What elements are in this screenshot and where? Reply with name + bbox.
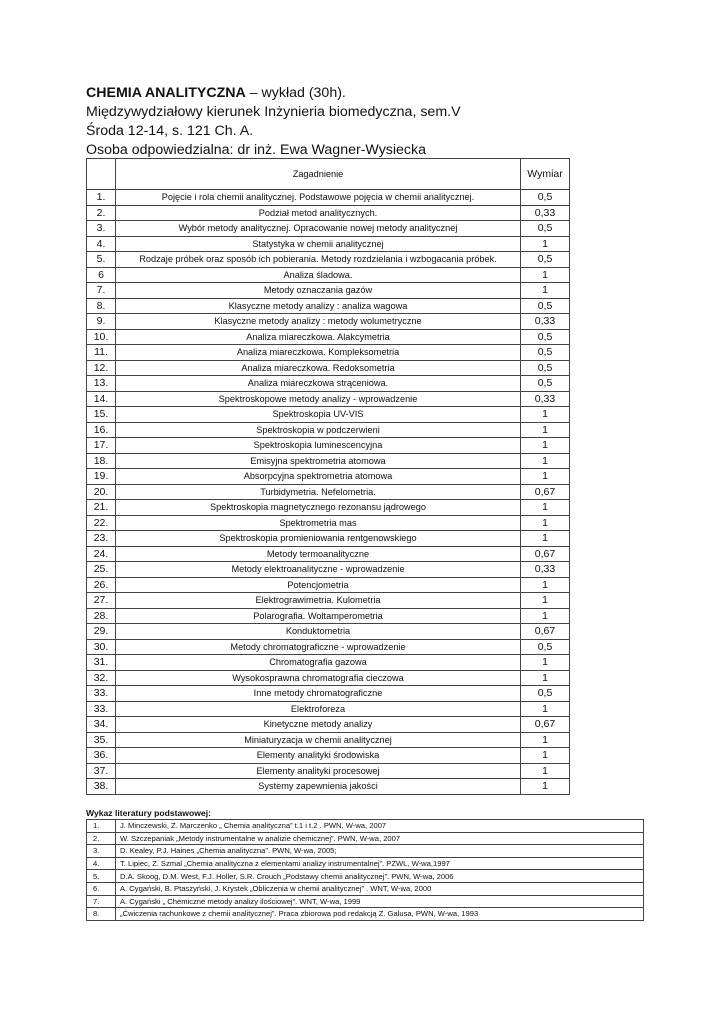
row-topic: Metody elektroanalityczne - wprowadzenie [116,562,521,578]
table-row [87,360,570,376]
row-topic: Klasyczne metody analizy : metody wolumetryczne [116,314,521,330]
literature-table [86,819,644,921]
row-number: 13. [87,376,116,392]
row-weight: 1 [521,500,570,516]
literature-heading: Wykaz literatury podstawowej: [86,808,211,818]
topics-table-body [87,190,570,795]
row-weight: 0,67 [521,546,570,562]
row-number: 8. [87,298,116,314]
literature-entry: D. Kealey, P.J. Haines „Chemia analityczna”. PWN, W-wa, 2005; [116,845,644,858]
table-row [87,748,570,764]
table-row [87,500,570,516]
number-column-header [87,159,116,190]
row-topic: Podział metod analitycznych. [116,205,521,221]
row-number: 33. [87,686,116,702]
literature-entry: J. Minczewski, Z. Marczenko „ Chemia analityczna” t.1 i t.2 . PWN, W-wa, 2007 [116,820,644,833]
row-topic: Spektroskopia promieniowania rentgenowskiego [116,531,521,547]
row-topic: Kinetyczne metody analizy [116,717,521,733]
row-weight: 1 [521,732,570,748]
row-topic: Metody chromatograficzne - wprowadzenie [116,639,521,655]
table-row [87,376,570,392]
literature-row [87,845,644,858]
row-topic: Elementy analityki procesowej [116,763,521,779]
course-title-line [86,84,586,103]
row-topic: Konduktometria [116,624,521,640]
table-row [87,639,570,655]
row-topic: Pojęcie i rola chemii analitycznej. Podstawowe pojęcia w chemii analitycznej. [116,190,521,206]
table-row [87,453,570,469]
row-number: 16. [87,422,116,438]
row-number: 36. [87,748,116,764]
literature-entry: T. Lipiec, Z. Szmal „Chemia analityczna z elementami analizy instrumentalnej”. PZWL, W-wa,1997 [116,857,644,870]
row-weight: 1 [521,593,570,609]
row-number: 2. [87,205,116,221]
table-row [87,593,570,609]
row-number: 32. [87,670,116,686]
row-topic: Analiza miareczkowa. Kompleksometria [116,345,521,361]
row-topic: Potencjometria [116,577,521,593]
row-weight: 1 [521,701,570,717]
row-number: 29. [87,624,116,640]
row-topic: Metody oznaczania gazów [116,283,521,299]
table-row [87,236,570,252]
row-number: 27. [87,593,116,609]
row-topic: Elementy analityki środowiska [116,748,521,764]
row-weight: 1 [521,608,570,624]
literature-row [87,857,644,870]
row-number: 23. [87,531,116,547]
row-weight: 0,5 [521,360,570,376]
literature-number: 5. [87,870,116,883]
row-topic: Spektroskopia magnetycznego rezonansu jądrowego [116,500,521,516]
row-topic: Klasyczne metody analizy : analiza wagowa [116,298,521,314]
row-number: 20. [87,484,116,500]
row-topic: Wybór metody analitycznej. Opracowanie nowej metody analitycznej [116,221,521,237]
row-number: 12. [87,360,116,376]
row-topic: Wysokosprawna chromatografia cieczowa [116,670,521,686]
literature-row [87,882,644,895]
row-weight: 0,5 [521,639,570,655]
row-weight: 0,33 [521,562,570,578]
row-topic: Statystyka w chemii analitycznej [116,236,521,252]
row-weight: 0,5 [521,298,570,314]
row-weight: 1 [521,236,570,252]
table-row [87,515,570,531]
row-weight: 1 [521,670,570,686]
row-number: 11. [87,345,116,361]
table-row [87,391,570,407]
table-row [87,267,570,283]
row-weight: 1 [521,283,570,299]
literature-table-body [87,820,644,921]
literature-number: 3. [87,845,116,858]
table-row [87,531,570,547]
row-weight: 0,5 [521,329,570,345]
table-row [87,298,570,314]
row-number: 4. [87,236,116,252]
topics-header-row [87,159,570,190]
responsible-person-line: Osoba odpowiedzialna: dr inż. Ewa Wagner-Wysiecka [86,142,427,158]
row-weight: 0,67 [521,484,570,500]
row-number: 3. [87,221,116,237]
row-number: 7. [87,283,116,299]
row-weight: 1 [521,748,570,764]
literature-row [87,908,644,921]
row-weight: 0,5 [521,686,570,702]
literature-row [87,820,644,833]
literature-row [87,832,644,845]
table-row [87,484,570,500]
literature-number: 8. [87,908,116,921]
table-row [87,655,570,671]
row-weight: 1 [521,655,570,671]
row-weight: 1 [521,422,570,438]
table-row [87,422,570,438]
row-topic: Absorpcyjna spektrometria atomowa [116,469,521,485]
course-title: CHEMIA ANALITYCZNA [86,85,246,101]
row-number: 19. [87,469,116,485]
row-topic: Inne metody chromatograficzne [116,686,521,702]
row-weight: 0,5 [521,221,570,237]
course-title-suffix: – wykład (30h). [245,85,346,101]
table-row [87,670,570,686]
row-weight: 1 [521,469,570,485]
row-number: 6 [87,267,116,283]
literature-number: 1. [87,820,116,833]
row-weight: 1 [521,407,570,423]
row-weight: 0,5 [521,252,570,268]
table-row [87,314,570,330]
literature-entry: W. Szczepaniak „Metody instrumentalne w analizie chemicznej”. PWN, W-wa, 2007 [116,832,644,845]
literature-number: 4. [87,857,116,870]
table-row [87,686,570,702]
topic-column-header: Zagadnienie [116,159,521,190]
literature-row [87,895,644,908]
literature-entry: A. Cygański „ Chemiczne metody analizy ilościowej”. WNT, W-wa, 1999 [116,895,644,908]
row-topic: Miniaturyzacja w chemii analitycznej [116,732,521,748]
row-weight: 1 [521,531,570,547]
table-row [87,283,570,299]
table-row [87,779,570,795]
row-weight: 1 [521,453,570,469]
row-number: 26. [87,577,116,593]
row-weight: 0,33 [521,205,570,221]
row-number: 14. [87,391,116,407]
topics-table [86,158,570,795]
row-weight: 1 [521,577,570,593]
row-topic: Metody termoanalityczne [116,546,521,562]
row-number: 31. [87,655,116,671]
row-number: 38. [87,779,116,795]
row-weight: 0,67 [521,624,570,640]
row-weight: 1 [521,438,570,454]
row-topic: Elektroforeza [116,701,521,717]
row-topic: Analiza śladowa. [116,267,521,283]
row-number: 25. [87,562,116,578]
literature-number: 7. [87,895,116,908]
table-row [87,763,570,779]
table-row [87,221,570,237]
table-row [87,546,570,562]
document-header [86,84,586,160]
row-number: 17. [87,438,116,454]
row-weight: 1 [521,267,570,283]
row-topic: Elektrograwimetria. Kulometria [116,593,521,609]
row-weight: 0,5 [521,345,570,361]
row-number: 22. [87,515,116,531]
row-number: 33. [87,701,116,717]
row-topic: Chromatografia gazowa [116,655,521,671]
row-weight: 0,33 [521,314,570,330]
row-topic: Systemy zapewnienia jakości [116,779,521,795]
row-topic: Spektroskopia luminescencyjna [116,438,521,454]
row-number: 34. [87,717,116,733]
table-row [87,624,570,640]
table-row [87,577,570,593]
program-line: Międzywydziałowy kierunek Inżynieria biomedyczna, sem.V [86,104,461,120]
row-number: 1. [87,190,116,206]
row-topic: Polarografia. Woltamperometria [116,608,521,624]
table-row [87,407,570,423]
table-row [87,469,570,485]
row-number: 37. [87,763,116,779]
row-number: 18. [87,453,116,469]
literature-entry: „Ćwiczenia rachunkowe z chemii analitycznej”. Praca zbiorowa pod redakcją Z. Galusa, PWN, W-wa, 1993 [116,908,644,921]
table-row [87,608,570,624]
row-weight: 0,5 [521,190,570,206]
literature-number: 6. [87,882,116,895]
row-topic: Analiza miareczkowa strąceniowa. [116,376,521,392]
literature-number: 2. [87,832,116,845]
row-weight: 1 [521,515,570,531]
row-number: 10. [87,329,116,345]
row-topic: Analiza miareczkowa. Alakcymetria [116,329,521,345]
table-row [87,438,570,454]
row-topic: Spektroskopia UV-VIS [116,407,521,423]
table-row [87,562,570,578]
table-row [87,252,570,268]
row-weight: 0,5 [521,376,570,392]
row-weight: 1 [521,763,570,779]
row-topic: Spektroskopia w podczerwieni [116,422,521,438]
table-row [87,717,570,733]
row-number: 28. [87,608,116,624]
literature-row [87,870,644,883]
table-row [87,732,570,748]
row-number: 24. [87,546,116,562]
row-topic: Spektroskopowe metody analizy - wprowadzenie [116,391,521,407]
table-row [87,329,570,345]
literature-entry: A. Cygański, B. Ptaszyński, J. Krystek „Obliczenia w chemii analitycznej” . WNT, W-wa, 2000 [116,882,644,895]
row-topic: Spektrometria mas [116,515,521,531]
weight-column-header: Wymiar [521,159,570,190]
schedule-line: Środa 12-14, s. 121 Ch. A. [86,123,254,139]
table-row [87,701,570,717]
row-number: 15. [87,407,116,423]
literature-entry: D.A. Skoog, D.M. West, F.J. Holler, S.R. Crouch „Podstawy chemii analitycznej”. PWN, W-wa, 2006 [116,870,644,883]
table-row [87,205,570,221]
table-row [87,190,570,206]
row-weight: 0,67 [521,717,570,733]
row-topic: Rodzaje próbek oraz sposób ich pobierania. Metody rozdzielania i wzbogacania próbek. [116,252,521,268]
row-number: 30. [87,639,116,655]
row-number: 9. [87,314,116,330]
row-topic: Turbidymetria. Nefelometria. [116,484,521,500]
row-number: 35. [87,732,116,748]
row-topic: Emisyjna spektrometria atomowa [116,453,521,469]
row-number: 21. [87,500,116,516]
row-weight: 1 [521,779,570,795]
row-weight: 0,33 [521,391,570,407]
row-topic: Analiza miareczkowa. Redoksometria [116,360,521,376]
table-row [87,345,570,361]
row-number: 5. [87,252,116,268]
